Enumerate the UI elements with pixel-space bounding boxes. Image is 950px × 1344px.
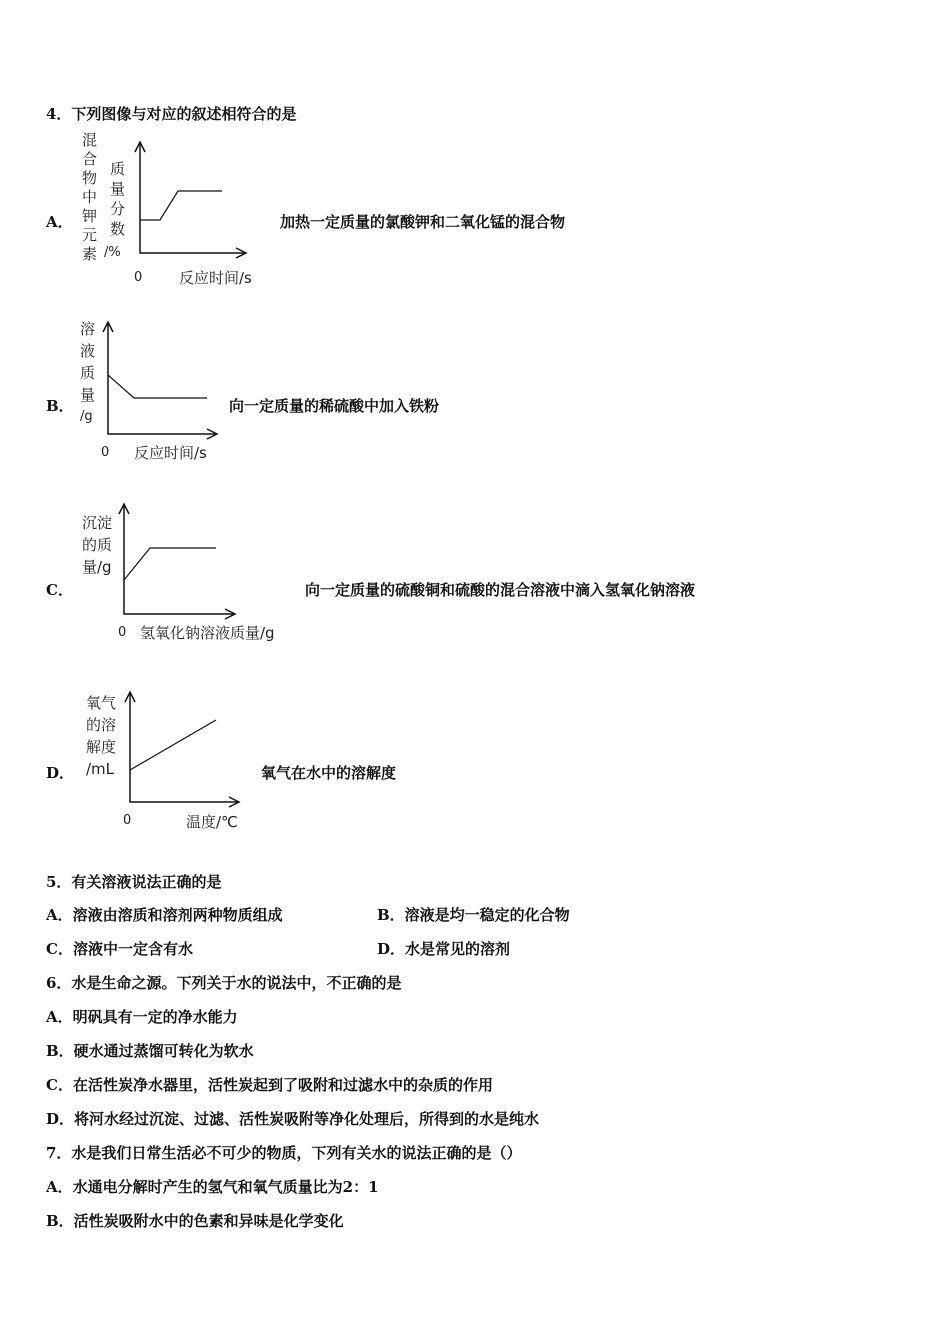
graph-d-origin: 0	[123, 813, 132, 828]
graph-c-ylabel-line: 量/g	[82, 558, 112, 576]
graph-a-ylabel-char: 钾	[82, 207, 98, 225]
graph-a-origin: 0	[134, 270, 143, 285]
graph-a-ylabel-char: 数	[110, 220, 126, 238]
q4-option-b-description: 向一定质量的稀硫酸中加入铁粉	[229, 397, 440, 415]
graph-a-y-label-col1	[82, 131, 97, 263]
q4-option-b-letter: B．	[46, 397, 74, 415]
graph-a-ylabel-char: 量	[110, 180, 126, 198]
graph-d-ylabel-line: /mL	[86, 760, 115, 778]
q7-stem: 7．水是我们日常生活必不可少的物质，下列有关水的说法正确的是（）	[46, 1144, 522, 1162]
graph-b-x-label: 反应时间/s	[134, 444, 207, 462]
graph-a-ylabel-char: 质	[110, 160, 126, 178]
graph-d-curve	[130, 720, 216, 770]
graph-c-ylabel-line: 沉淀	[82, 514, 113, 532]
graph-a-y-label-col2	[110, 160, 125, 238]
q4-option-c-letter: C．	[46, 581, 73, 599]
q4-option-d-description: 氧气在水中的溶解度	[261, 764, 397, 782]
graph-a-ylabel-char: 物	[82, 169, 98, 187]
q4-option-a-description: 加热一定质量的氯酸钾和二氧化锰的混合物	[280, 213, 566, 231]
graph-a-axes	[140, 144, 244, 253]
q6-option-a: A．明矾具有一定的净水能力	[46, 1008, 238, 1026]
graph-a-curve	[140, 191, 222, 220]
graph-a-ylabel-char: 中	[82, 188, 98, 206]
q5-option-d: D．水是常见的溶剂	[377, 940, 511, 958]
graph-c-x-label: 氢氧化钠溶液质量/g	[140, 624, 275, 642]
graph-a-ylabel-char: 混	[82, 131, 98, 149]
graph-d-x-label: 温度/℃	[186, 813, 238, 831]
graph-c	[78, 500, 298, 648]
graph-b-ylabel-char: 溶	[80, 320, 96, 338]
graph-a-ylabel-char: 元	[82, 226, 98, 244]
graph-d-ylabel-line: 的溶	[86, 716, 117, 734]
graph-b-curve	[108, 375, 207, 398]
q4-option-d-letter: D．	[46, 764, 75, 782]
q6-stem: 6．水是生命之源。下列关于水的说法中，不正确的是	[46, 974, 402, 992]
graph-d	[84, 686, 254, 836]
q4-option-c-description: 向一定质量的硫酸铜和硫酸的混合溶液中滴入氢氧化钠溶液	[305, 581, 696, 599]
q7-option-a: A．水通电分解时产生的氢气和氧气质量比为2：1	[46, 1178, 379, 1196]
q6-option-d: D．将河水经过沉淀、过滤、活性炭吸附等净化处理后，所得到的水是纯水	[46, 1110, 540, 1128]
q4-stem: 4．下列图像与对应的叙述相符合的是	[46, 105, 297, 123]
graph-a-ylabel-char: 合	[82, 150, 98, 168]
graph-b-ylabel-char: 质	[80, 364, 96, 382]
q7-option-b: B．活性炭吸附水中的色素和异味是化学变化	[46, 1212, 344, 1230]
q5-option-b: B．溶液是均一稳定的化合物	[377, 906, 570, 924]
q4-option-a-letter: A．	[46, 213, 73, 231]
q6-option-c: C．在活性炭净水器里，活性炭起到了吸附和过滤水中的杂质的作用	[46, 1076, 493, 1094]
graph-a-ylabel-char: 素	[82, 245, 98, 263]
graph-a-y-unit: /%	[104, 245, 121, 260]
graph-d-ylabel-line: 解度	[86, 738, 117, 756]
graph-d-ylabel-line: 氧气	[86, 694, 117, 712]
graph-d-axes	[130, 694, 237, 802]
graph-c-curve	[124, 548, 216, 580]
graph-a-x-label: 反应时间/s	[179, 269, 252, 287]
graph-a-ylabel-char: 分	[110, 200, 126, 218]
graph-c-origin: 0	[118, 625, 127, 640]
q5-option-a: A．溶液由溶质和溶剂两种物质组成	[46, 906, 283, 924]
graph-c-ylabel-line: 的质	[82, 536, 113, 554]
q5-stem: 5．有关溶液说法正确的是	[46, 873, 222, 891]
graph-b-origin: 0	[101, 445, 110, 460]
graph-a	[72, 128, 272, 293]
graph-b-axes	[108, 324, 215, 434]
q5-option-c: C．溶液中一定含有水	[46, 940, 193, 958]
q6-option-b: B．硬水通过蒸馏可转化为软水	[46, 1042, 254, 1060]
graph-b	[72, 314, 232, 469]
graph-b-ylabel-char: 量	[80, 386, 96, 404]
graph-b-ylabel-char: 液	[80, 342, 96, 360]
graph-b-y-unit: /g	[80, 409, 93, 424]
